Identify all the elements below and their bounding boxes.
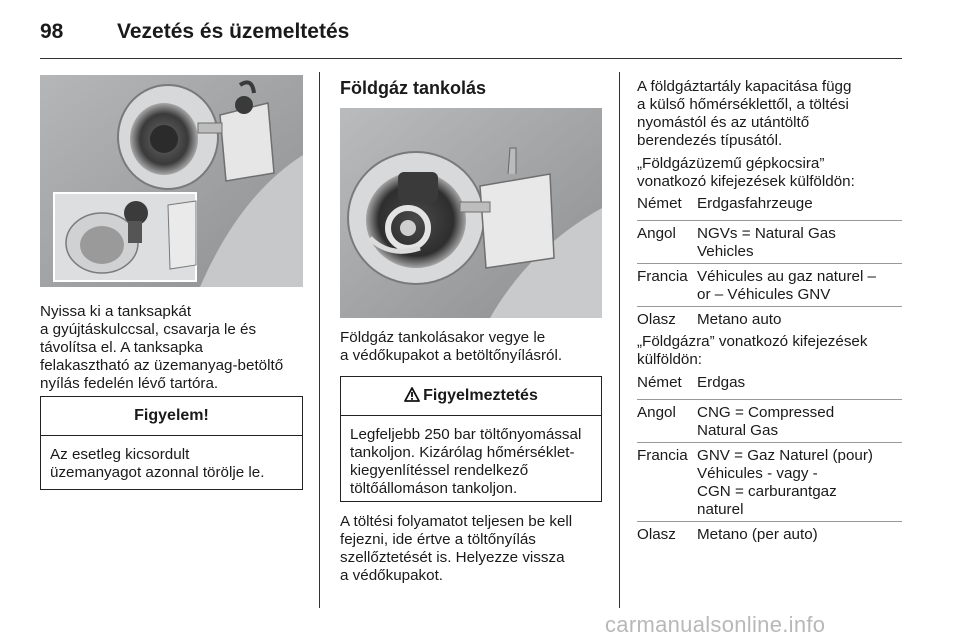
gas-terms-table [637,374,902,545]
terms-heading-line: „Földgázüzemű gépkocsira” [637,155,825,172]
term-cell [697,399,902,442]
section-heading: Földgáz tankolás [340,78,487,98]
header-rule [40,58,902,59]
language-cell: Olasz [637,306,697,330]
term-line: CNG = Compressed [697,403,835,421]
term-cell [697,306,902,330]
warning-header [341,377,601,416]
term-line: CGN = carburantgaz [697,482,837,500]
intro-line: Földgáz tankolásakor vegye le [340,329,546,346]
term-line: Vehicles [697,242,754,260]
outro-line: fejezni, ide értve a töltőnyílás [340,531,536,548]
table-row [637,195,902,220]
capacity-line: A földgáztartály kapacitása függ [637,78,852,95]
warning-body [341,416,601,498]
terms-heading-line: „Földgázra” vonatkozó kifejezések [637,333,868,350]
instruction-line: Nyissa ki a tanksapkát [40,303,192,320]
terms-heading-line: vonatkozó kifejezések külföldön: [637,173,855,190]
term-cell [697,220,902,263]
warning-line: Legfeljebb 250 bar töltőnyomással [350,426,582,443]
table-row [637,399,902,442]
fuel-cap-illustration [40,75,303,287]
term-line: Erdgasfahrzeuge [697,195,813,212]
term-cell [697,521,902,545]
term-line: NGVs = Natural Gas [697,224,836,242]
term-cell [697,195,902,220]
watermark: carmanualsonline.info [605,612,826,637]
intro-line: a védőkupakot a betöltőnyílásról. [340,347,563,364]
term-cell [697,263,902,306]
fuel-cap-illustration-graphic [40,75,303,287]
capacity-line: nyomástól és az utántöltő [637,114,810,131]
term-line: Véhicules - vagy - [697,464,818,482]
term-line: GNV = Gaz Naturel (pour) [697,446,873,464]
cap-removal-instructions [40,303,283,393]
page-title: Vezetés és üzemeltetés [117,20,350,43]
term-line: Erdgas [697,374,746,391]
term-line: Natural Gas [697,421,779,439]
instruction-line: a gyújtáskulccsal, csavarja le és [40,321,257,338]
gas-outro [340,513,572,585]
gas-intro [340,329,562,365]
table-row [637,263,902,306]
term-cell [697,374,902,399]
term-line: Metano auto [697,310,782,328]
language-cell: Német [637,374,682,391]
language-cell: Német [637,195,682,212]
instruction-line: nyílás fedelén lévő tartóra. [40,375,219,392]
gas-filler-illustration [340,108,602,318]
language-cell: Angol [637,399,697,442]
terms-heading-line: külföldön: [637,351,703,368]
outro-line: A töltési folyamatot teljesen be kell [340,513,573,530]
term-line: Metano (per auto) [697,525,818,543]
notice-title: Figyelem! [41,397,302,436]
table-row [637,306,902,330]
instruction-line: távolítsa el. A tanksapka [40,339,203,356]
notice-line: üzemanyagot azonnal törölje le. [50,464,265,481]
notice-line: Az esetleg kicsordult [50,446,190,463]
warning-box [340,376,602,502]
outro-line: szellőztetését is. Helyezze vissza [340,549,565,566]
term-line: or – Véhicules GNV [697,285,831,303]
page-number: 98 [40,20,64,43]
instruction-line: felakasztható az üzemanyag-betöltő [40,357,284,374]
tank-capacity-text [637,78,851,150]
warning-triangle-glyph [404,387,420,402]
outro-line: a védőkupakot. [340,567,444,584]
language-cell: Francia [637,442,697,521]
table-row [637,521,902,545]
language-cell: Francia [637,263,697,306]
term-line: naturel [697,500,744,518]
column-divider-1 [319,72,320,608]
term-cell [697,442,902,521]
capacity-line: berendezés típusától. [637,132,783,149]
warning-line: tankoljon. Kizárólag hőmérséklet- [350,444,575,461]
table-row [637,374,902,399]
warning-title: Figyelmeztetés [423,387,538,404]
capacity-line: a külső hőmérséklettől, a töltési [637,96,849,113]
notice-body [41,436,302,482]
language-cell: Olasz [637,521,697,545]
language-cell: Angol [637,220,697,263]
gas-filler-illustration-graphic [340,108,602,318]
notice-box [40,396,303,490]
warning-triangle-icon [404,379,420,417]
warning-line: töltőállomáson tankoljon. [350,480,518,497]
vehicles-terms-heading [637,155,855,191]
table-row [637,220,902,263]
gas-terms-heading [637,333,867,369]
vehicles-terms-table [637,195,902,330]
warning-line: kiegyenlítéssel rendelkező [350,462,529,479]
column-divider-2 [619,72,620,608]
term-line: Véhicules au gaz naturel – [697,267,876,285]
table-row [637,442,902,521]
